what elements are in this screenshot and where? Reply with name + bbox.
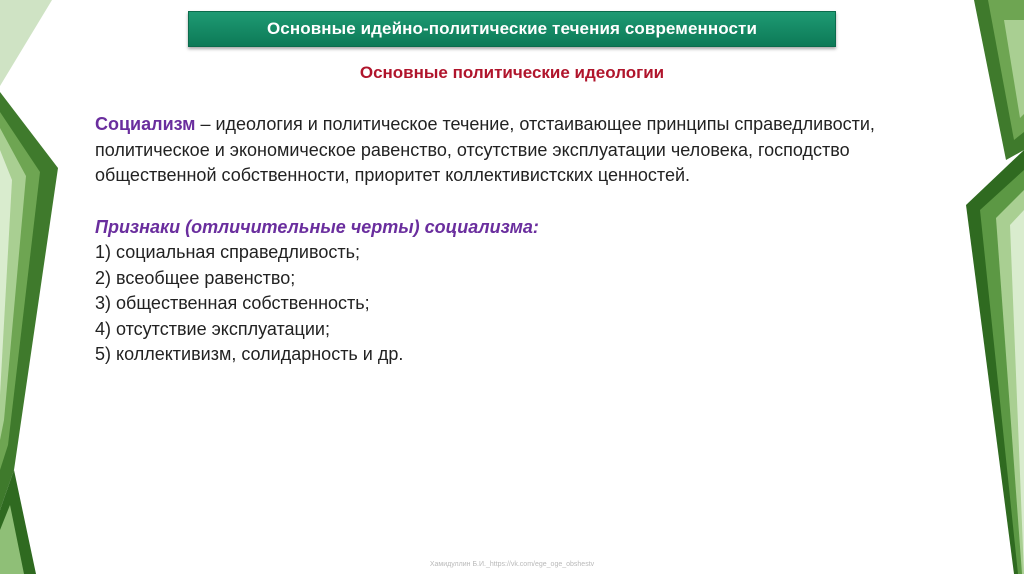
left-decoration bbox=[0, 0, 80, 574]
slide-content bbox=[95, 112, 915, 368]
features-title: Признаки (отличительные черты) социализма: bbox=[95, 216, 539, 237]
list-item: 3) общественная собственность; bbox=[95, 293, 370, 313]
title-bar bbox=[188, 11, 836, 47]
right-decoration bbox=[944, 0, 1024, 574]
slide-title: Основные идейно-политические течения современности bbox=[266, 19, 758, 38]
list-item: 5) коллективизм, солидарность и др. bbox=[95, 344, 404, 364]
list-item: 4) отсутствие эксплуатации; bbox=[95, 318, 330, 339]
definition-paragraph bbox=[95, 112, 915, 189]
slide-subtitle: Основные политические идеологии bbox=[359, 63, 665, 82]
features-list bbox=[95, 240, 915, 368]
footer-credit: Хамидуллин Б.И._https://vk.com/ege_oge_obshestv bbox=[429, 561, 595, 568]
definition-term: Социализм bbox=[95, 114, 196, 134]
list-item: 2) всеобщее равенство; bbox=[95, 267, 296, 288]
list-item: 1) социальная справедливость; bbox=[95, 242, 360, 262]
definition-text: – идеология и политическое течение, отстаивающее принципы справедливости, политическое и экономическое равенство, отсутствие эксплуатации человека, господство общественной собственности, приоритет коллективистских ценностей. bbox=[95, 114, 875, 185]
